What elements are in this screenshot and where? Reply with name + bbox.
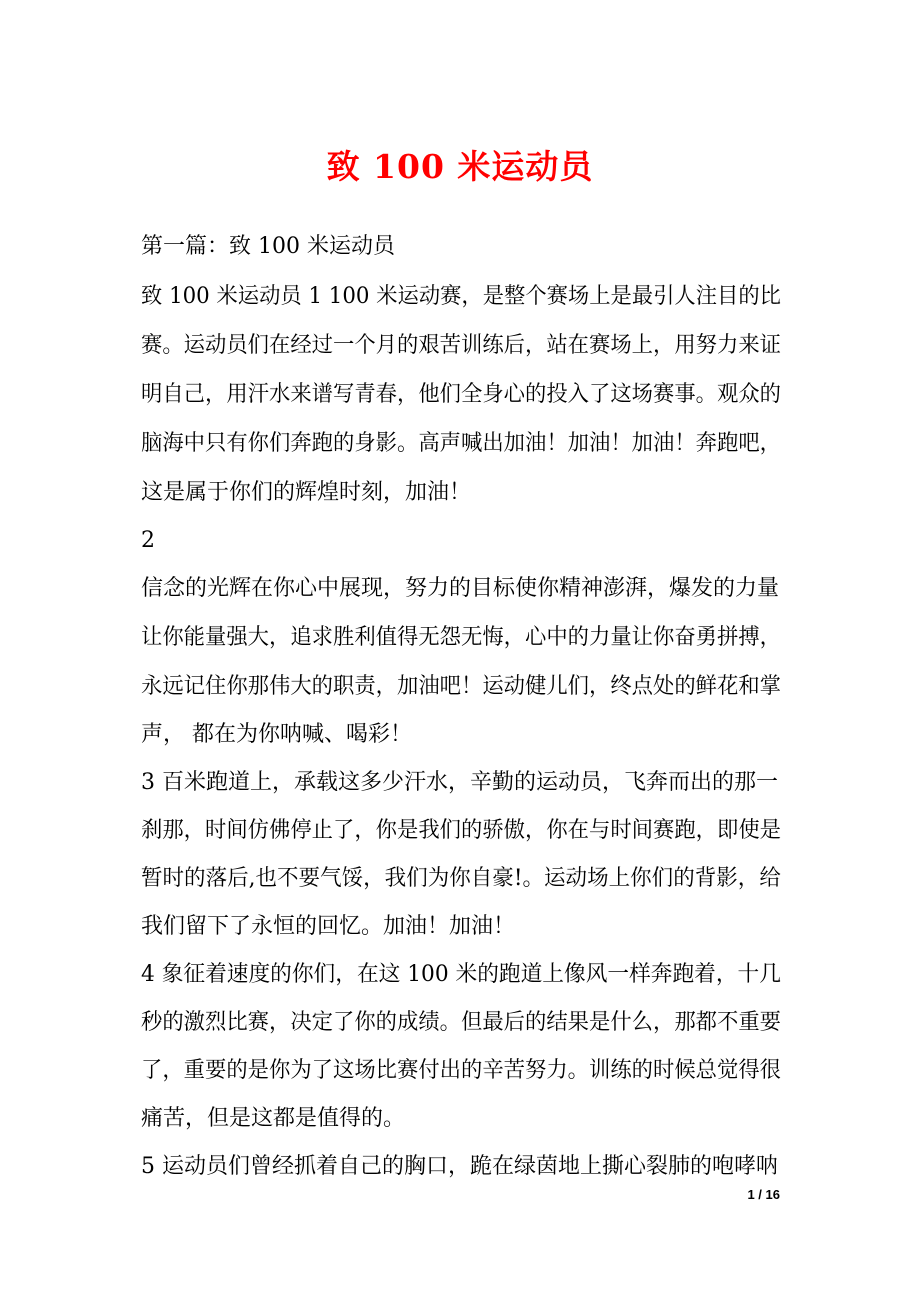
paragraph-line: 信念的光辉在你心中展现，努力的目标使你精神澎湃，爆发的力量 xyxy=(141,576,780,601)
paragraph-line: 赛。运动员们在经过一个月的艰苦训练后，站在赛场上，用努力来证 xyxy=(141,333,782,358)
paragraph-line: 永远记住你那伟大的职责，加油吧！运动健儿们，终点处的鲜花和掌 xyxy=(141,674,782,699)
paragraph-line: 秒的激烈比赛，决定了你的成绩。但最后的结果是什么，那都不重要 xyxy=(141,1010,782,1035)
section-heading: 第一篇：致 100 米运动员 xyxy=(141,234,395,259)
paragraph-line: 5 运动员们曾经抓着自己的胸口，跪在绿茵地上撕心裂肺的咆哮呐 xyxy=(141,1154,778,1179)
paragraph-line: 2 xyxy=(141,528,155,553)
paragraph-line: 明自己，用汗水来谱写青春，他们全身心的投入了这场赛事。观众的 xyxy=(141,382,782,407)
paragraph-line: 3 百米跑道上，承载这多少汗水，辛勤的运动员，飞奔而出的那一 xyxy=(141,770,778,795)
paragraph-line: 痛苦，但是这都是值得的。 xyxy=(141,1106,406,1131)
paragraph-line: 4 象征着速度的你们，在这 100 米的跑道上像风一样奔跑着，十几 xyxy=(141,962,781,987)
paragraph-line: 了，重要的是你为了这场比赛付出的辛苦努力。训练的时候总觉得很 xyxy=(141,1058,782,1083)
document-title: 致 100 米运动员 xyxy=(326,147,594,186)
paragraph-line: 刹那，时间仿佛停止了，你是我们的骄傲，你在与时间赛跑，即使是 xyxy=(141,818,782,843)
paragraph-line: 致 100 米运动员 1 100 米运动赛，是整个赛场上是最引人注目的比 xyxy=(141,284,781,309)
paragraph-line: 声， 都在为你呐喊、喝彩！ xyxy=(141,722,412,747)
paragraph-line: 我们留下了永恒的回忆。加油！加油！ xyxy=(141,914,516,939)
paragraph-line: 这是属于你们的辉煌时刻，加油！ xyxy=(141,480,472,505)
paragraph-line: 脑海中只有你们奔跑的身影。高声喊出加油！加油！加油！奔跑吧， xyxy=(141,431,782,456)
paragraph-line: 让你能量强大，追求胜利值得无怨无悔，心中的力量让你奋勇拼搏， xyxy=(141,625,782,650)
page-indicator: 1 / 16 xyxy=(747,1187,780,1202)
paragraph-line: 暂时的落后,也不要气馁，我们为你自豪!。运动场上你们的背影，给 xyxy=(141,866,781,891)
